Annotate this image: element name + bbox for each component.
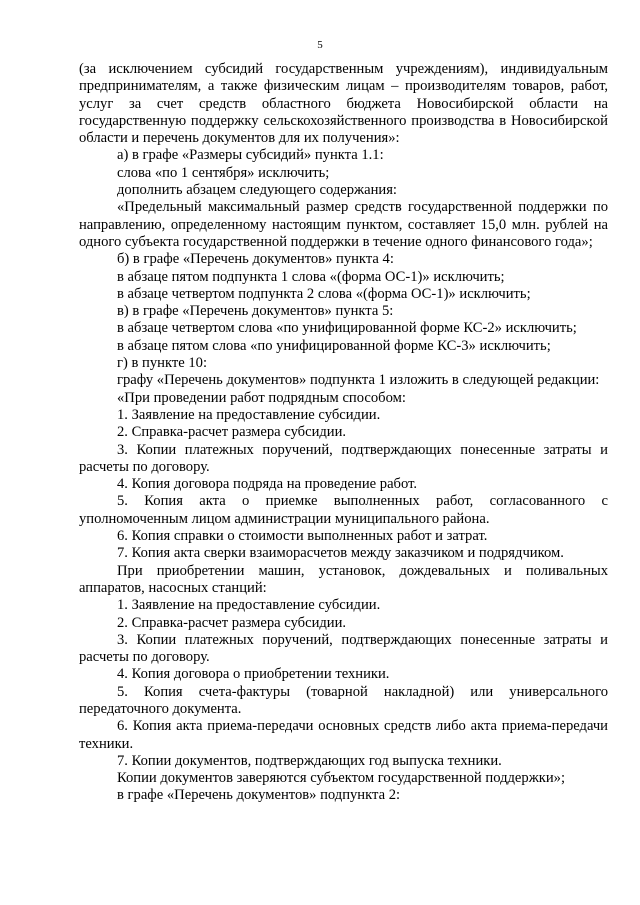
paragraph: в абзаце пятом слова «по унифицированной форме КС-3» исключить; bbox=[117, 337, 551, 354]
paragraph: Копии документов заверяются субъектом государственной поддержки»; bbox=[117, 770, 566, 787]
paragraph: 2. Справка-расчет размера субсидии. bbox=[117, 424, 347, 441]
paragraph: 3. Копии платежных поручений, подтверждающих понесенные затраты и расчеты по договору. bbox=[79, 441, 608, 475]
document-body bbox=[79, 61, 608, 805]
paragraph: 5. Копия счета-фактуры (товарной накладной) или универсального передаточного документа. bbox=[79, 683, 608, 717]
paragraph: 7. Копии документов, подтверждающих год выпуска техники. bbox=[117, 752, 502, 769]
paragraph: 2. Справка-расчет размера субсидии. bbox=[117, 614, 347, 631]
paragraph: 3. Копии платежных поручений, подтверждающих понесенные затраты и расчеты по договору. bbox=[79, 631, 608, 666]
paragraph: (за исключением субсидий государственным учреждениям), индивидуальным предпринимателям, а также физическим лицам – производителям товаров, работ, услуг за счет средств областного бюджета Новосибирской области на государственную поддержку сельскохозяйственного производства в Новосибирской области и перечень документов для их получения»: bbox=[79, 61, 608, 147]
paragraph: 1. Заявление на предоставление субсидии. bbox=[117, 597, 381, 614]
paragraph: дополнить абзацем следующего содержания: bbox=[117, 182, 397, 199]
paragraph: графу «Перечень документов» подпункта 1 изложить в следующей редакции: bbox=[117, 372, 600, 389]
paragraph: б) в графе «Перечень документов» пункта 4: bbox=[117, 251, 394, 268]
paragraph: 5. Копия акта о приемке выполненных работ, согласованного с уполномоченным лицом администрации муниципального района. bbox=[79, 493, 608, 527]
paragraph: 1. Заявление на предоставление субсидии. bbox=[117, 406, 381, 423]
paragraph: в абзаце четвертом подпункта 2 слова «(форма ОС-1)» исключить; bbox=[117, 285, 531, 302]
paragraph: г) в пункте 10: bbox=[117, 355, 207, 372]
paragraph: в абзаце четвертом слова «по унифицированной форме КС-2» исключить; bbox=[117, 320, 577, 337]
paragraph: 7. Копия акта сверки взаиморасчетов между заказчиком и подрядчиком. bbox=[117, 545, 564, 562]
paragraph: 4. Копия договора подряда на проведение работ. bbox=[117, 476, 418, 493]
paragraph: 4. Копия договора о приобретении техники. bbox=[117, 666, 390, 683]
paragraph: в абзаце пятом подпункта 1 слова «(форма ОС-1)» исключить; bbox=[117, 268, 505, 285]
paragraph: в) в графе «Перечень документов» пункта 5: bbox=[117, 303, 394, 320]
paragraph: слова «по 1 сентября» исключить; bbox=[117, 164, 330, 181]
paragraph: в графе «Перечень документов» подпункта 2: bbox=[117, 787, 401, 804]
paragraph: «Предельный максимальный размер средств государственной поддержки по направлению, определенному настоящим пунктом, составляет 15,0 млн. рублей на одного субъекта государственной поддержки в течение одного финансового года»; bbox=[79, 199, 608, 250]
paragraph: а) в графе «Размеры субсидий» пункта 1.1: bbox=[117, 147, 384, 164]
paragraph: «При проведении работ подрядным способом: bbox=[117, 389, 406, 406]
page-number: 5 bbox=[317, 39, 323, 51]
paragraph: При приобретении машин, установок, дождевальных и поливальных аппаратов, насосных станций: bbox=[79, 562, 608, 596]
paragraph: 6. Копия акта приема-передачи основных средств либо акта приема-передачи техники. bbox=[79, 718, 608, 752]
paragraph: 6. Копия справки о стоимости выполненных работ и затрат. bbox=[117, 528, 488, 545]
